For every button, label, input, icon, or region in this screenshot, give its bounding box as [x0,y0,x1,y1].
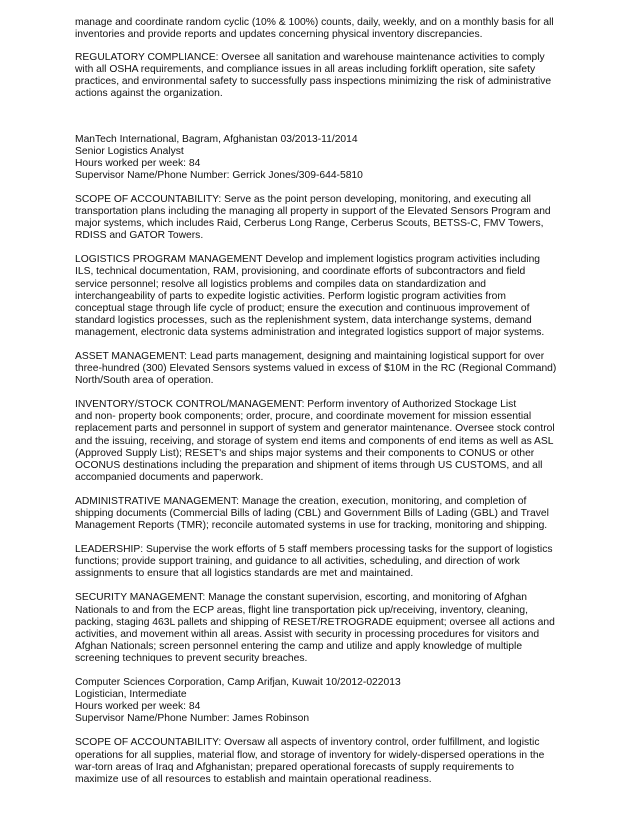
regulatory-compliance-paragraph: REGULATORY COMPLIANCE: Oversee all sanitation and warehouse maintenance activities to comply with all OSHA requirements, and compliance issues in all areas including forklift operation, site safety practices, and environmental safety to successfully pass inspections minimizing the risk of administrative actions against the organization. [75,52,552,100]
csc-scope-of-accountability-paragraph: SCOPE OF ACCOUNTABILITY: Oversaw all aspects of inventory control, order fulfillment, and logistic operations for all supplies, material flow, and storage of inventory for widely-dispersed operations in the war-torn areas of Iraq and Afghanistan; prepared operational forecasts of supply requirements to maximize use of all resources to establish and maintain operational readiness. [75,737,545,785]
scope-of-accountability-paragraph: SCOPE OF ACCOUNTABILITY: Serve as the point person developing, monitoring, and executing all transportation plans including the managing all property in support of the Elevated Sensors Program and major systems, which includes Raid, Cerberus Long Range, Cerberus Scouts, BETSS-C, FMV Towers, RDISS and GATOR Towers. [75,193,551,242]
inventory-stock-control-paragraph: INVENTORY/STOCK CONTROL/MANAGEMENT: Perform inventory of Authorized Stockage List and non- property book components; order, procure, and coordinate movement for mission essential replacement parts and personnel in support of system and generator maintenance. Oversee stock control and the issuing, receiving, and storage of system end items and components of end items as well as ASL (Approved Supply List); RESET's and ships major systems and their components to CONUS or other OCONUS destinations including the preparation and shipment of items through US CUSTOMS, and all accompanied documents and paperwork. [75,399,555,483]
resume-page [75,0,575,786]
inventory-counts-paragraph: manage and coordinate random cyclic (10% & 100%) counts, daily, weekly, and on a monthly basis for all inventories and provide reports and updates concerning physical inventory discrepancies. [75,17,554,41]
administrative-management-paragraph: ADMINISTRATIVE MANAGEMENT: Manage the creation, execution, monitoring, and completion of shipping documents (Commercial Bills of lading (CBL) and Government Bills of Lading (GBL) and Travel Management Reports (TMR); reconcile automated systems in use for tracking, monitoring and shipping. [75,495,549,532]
leadership-paragraph: LEADERSHIP: Supervise the work efforts of 5 staff members processing tasks for the support of logistics functions; provide support training, and guidance to all activities, scheduling, and direction of work assignments to ensure that all logistics standards are met and maintained. [75,544,553,580]
logistics-program-management-paragraph: LOGISTICS PROGRAM MANAGEMENT Develop and implement logistics program activities including ILS, technical documentation, RAM, provisioning, and coordinate efforts of subcontractors and field service personnel; resolve all logistics problems and compiles data on standardization and interchangeability of parts to expedite logistic activities. Perform logistic program activities from conceptual stage through life cycle of product; ensure the execution and continuous improvement of standard logistics processes, such as the replenishment system, data interchange systems, demand management, electronic data systems administration and integrated logistics support of major systems. [75,254,545,338]
csc-job-header: Computer Sciences Corporation, Camp Arifjan, Kuwait 10/2012-022013 Logistician, Intermediate Hours worked per week: 84 Supervisor Name/Phone Number: James Robinson [75,677,401,725]
security-management-paragraph: SECURITY MANAGEMENT: Manage the constant supervision, escorting, and monitoring of Afghan Nationals to and from the ECP areas, flight line transportation pick up/receiving, inventory, cleaning, packing, staging 463L pallets and shipping of RESET/RETROGRADE equipment; oversee all actions and activities, and movement within all areas. Assist with security in processing procedures for visitors and Afghan Nationals; screen personnel entering the camp and utilize and apply knowledge of multiple screening techniques to prevent security breaches. [75,592,555,664]
mantech-job-header: ManTech International, Bagram, Afghanistan 03/2013-11/2014 Senior Logistics Analyst Hours worked per week: 84 Supervisor Name/Phone Number: Gerrick Jones/309-644-5810 [75,133,363,181]
asset-management-paragraph: ASSET MANAGEMENT: Lead parts management, designing and maintaining logistical support for over three-hundred (300) Elevated Sensors systems valued in excess of $10M in the RC (Regional Command) North/South area of operation. [75,350,557,387]
